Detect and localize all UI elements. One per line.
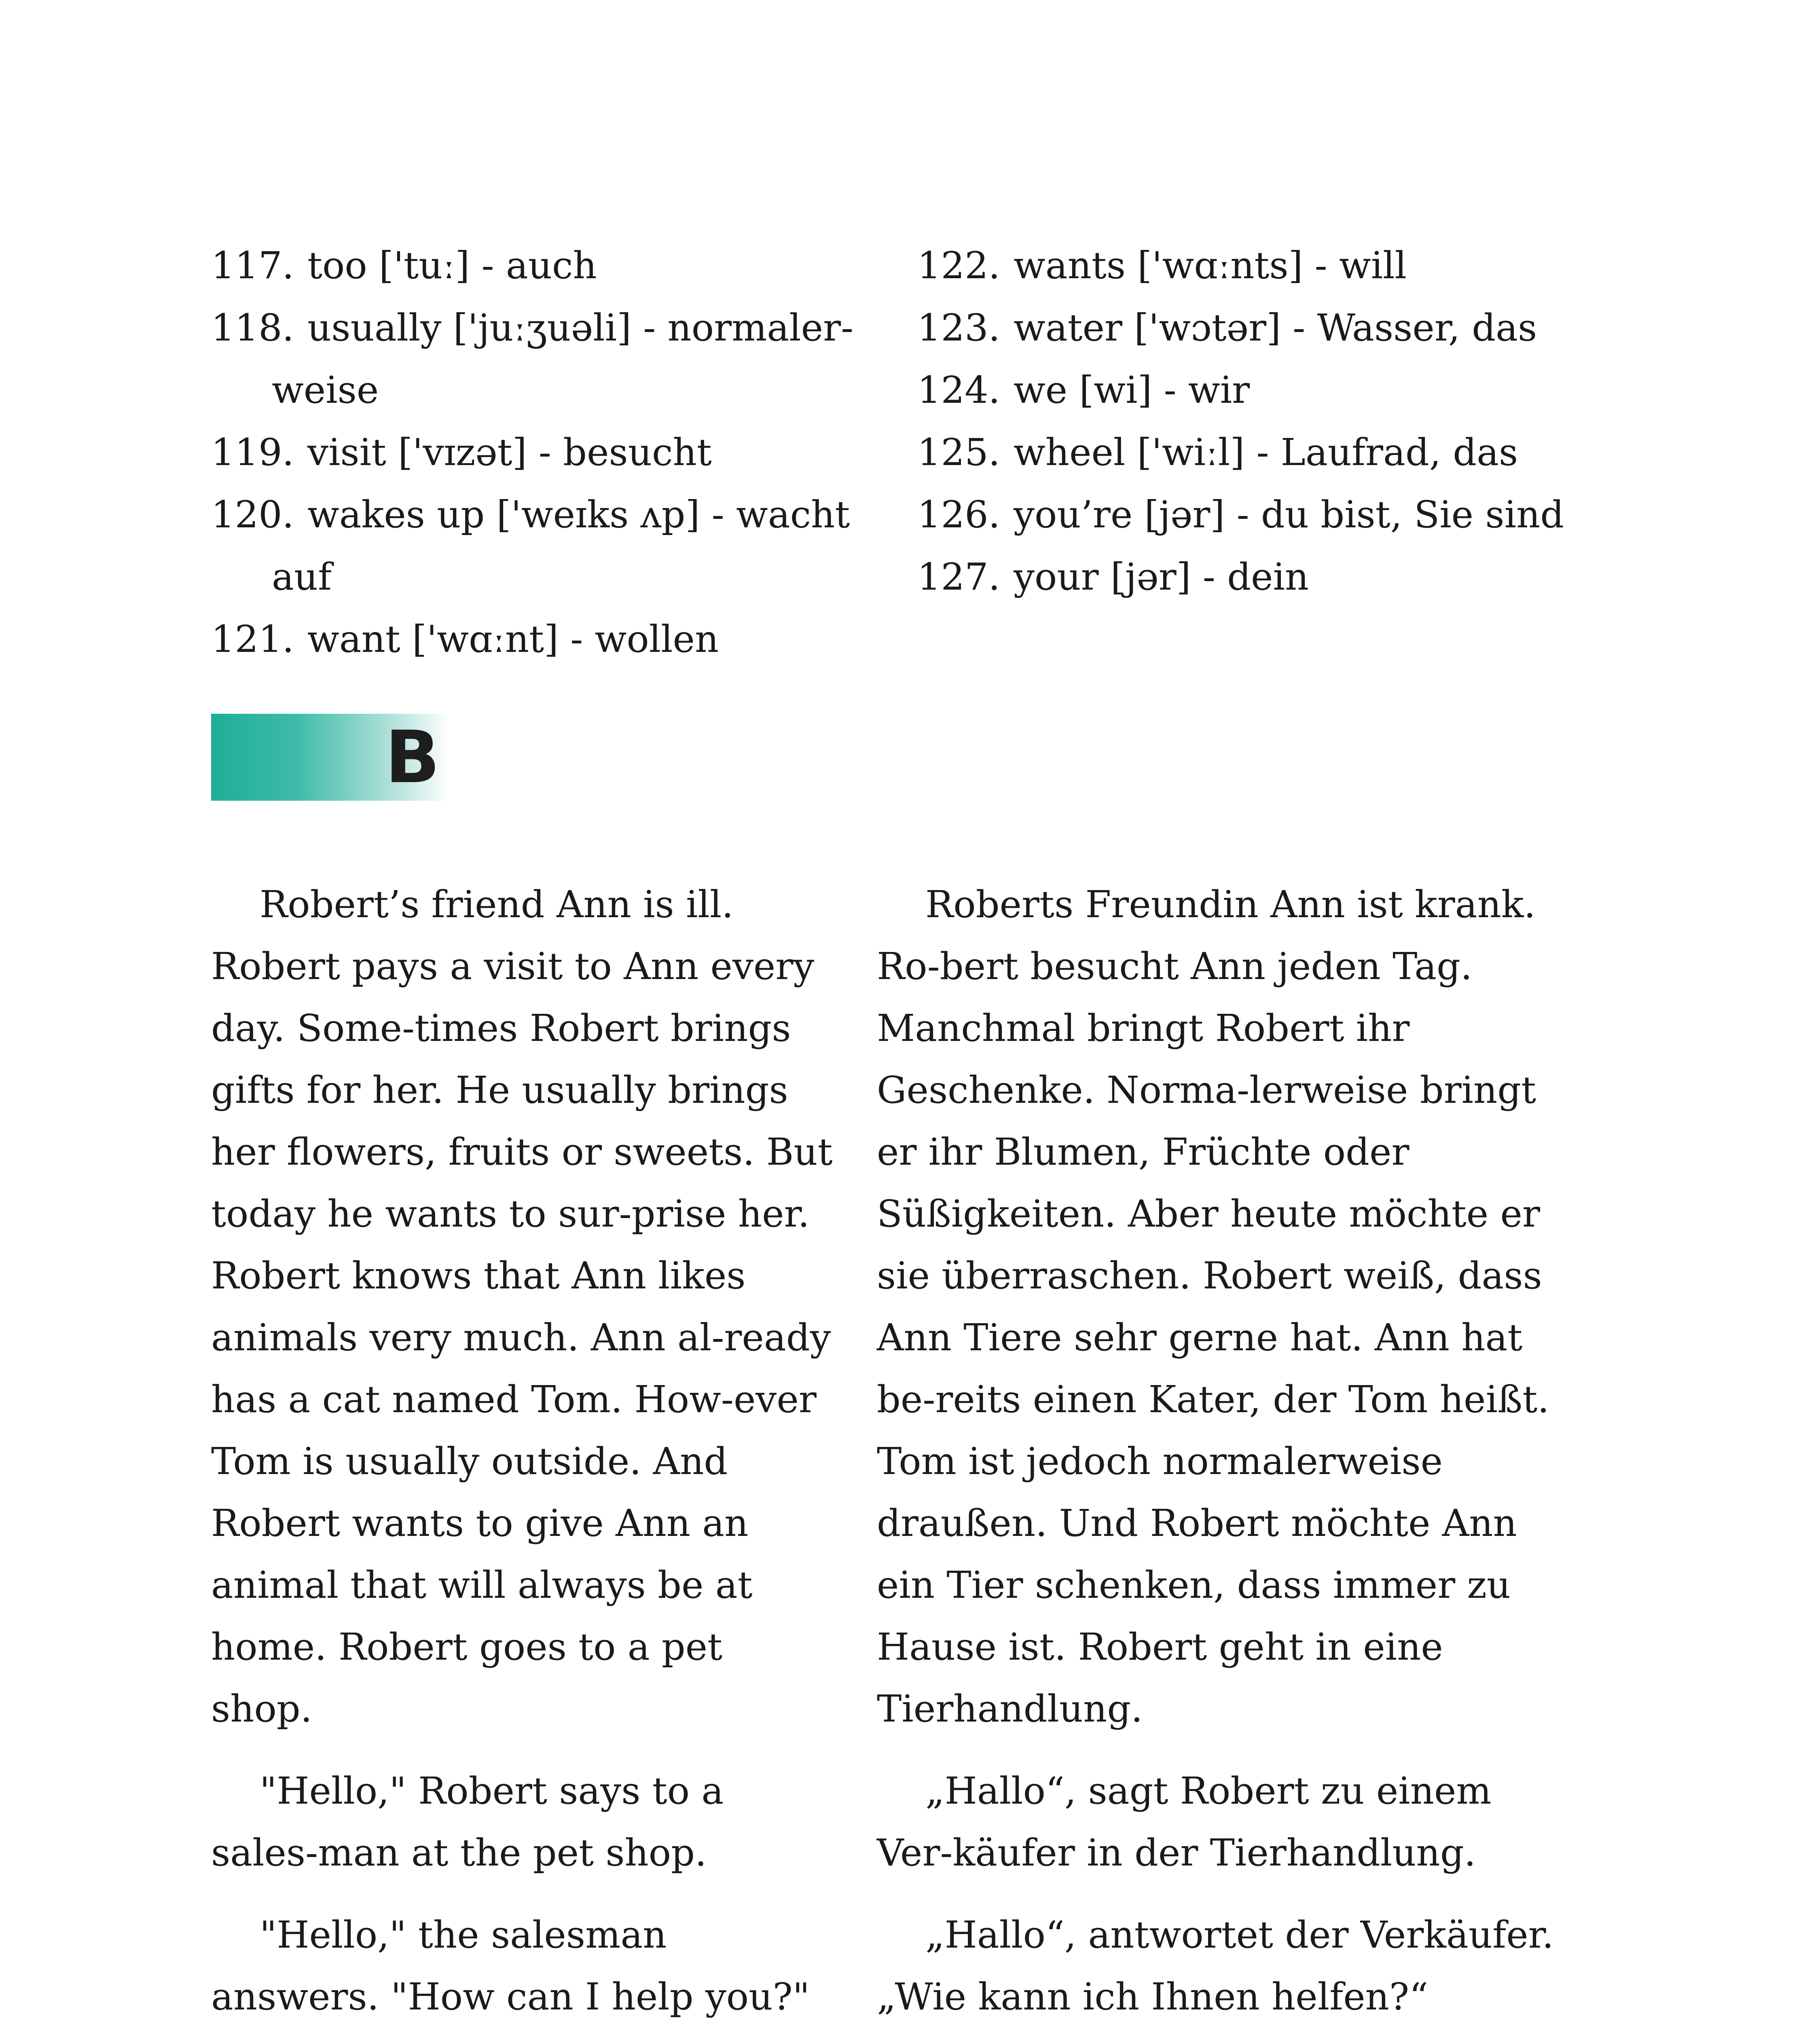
- vocab-number: 120.: [211, 493, 294, 536]
- vocab-number: 123.: [917, 306, 1000, 349]
- vocabulary-list-right: [917, 235, 1613, 608]
- vocab-number: 118.: [211, 306, 294, 349]
- story-text-german: [877, 874, 1560, 2022]
- story-text-english: [211, 874, 834, 2022]
- vocab-number: 119.: [211, 431, 294, 474]
- story-paragraph: Roberts Freundin Ann ist krank. Ro-bert besucht Ann jeden Tag. Manchmal bringt Robert ihr Geschenke. Norma-lerweise bringt er ihr Blumen, Früchte oder Süßigkeiten. Aber heute möchte er sie überraschen. Robert weiß, dass Ann Tiere sehr gerne hat. Ann hat be-reits einen Kater, der Tom heißt. Tom ist jedoch normalerweise draußen. Und Robert möchte Ann ein Tier schenken, dass immer zu Hause ist. Robert geht in eine Tierhandlung.: [877, 883, 1549, 1730]
- story-paragraph: „Hallo“, sagt Robert zu einem Ver-käufer in der Tierhandlung.: [877, 1769, 1492, 1874]
- vocab-number: 126.: [917, 493, 1000, 536]
- vocab-entry: wants ['wɑːnts] - will: [1014, 244, 1407, 287]
- vocab-entry: usually ['juːʒuəli] - normaler-weise: [272, 306, 854, 412]
- vocab-entry: your [jər] - dein: [1014, 555, 1309, 599]
- vocab-item-125: [917, 421, 1613, 484]
- vocab-item-124: [917, 359, 1613, 421]
- vocab-item-121: [211, 608, 907, 670]
- vocabulary-list-left: [211, 235, 907, 670]
- vocab-item-118: [211, 297, 907, 421]
- vocab-number: 122.: [917, 244, 1000, 287]
- vocab-item-122: [917, 235, 1613, 297]
- vocab-number: 127.: [917, 555, 1000, 599]
- vocab-item-123: [917, 297, 1613, 359]
- vocab-entry: want ['wɑːnt] - wollen: [307, 618, 719, 661]
- story-paragraph: Robert’s friend Ann is ill. Robert pays a visit to Ann every day. Some-times Robert brings gifts for her. He usually brings her flowers, fruits or sweets. But today he wants to sur-prise her. Robert knows that Ann likes animals very much. Ann al-ready has a cat named Tom. How-ever Tom is usually outside. And Robert wants to give Ann an animal that will always be at home. Robert goes to a pet shop.: [211, 883, 833, 1730]
- vocab-entry: wheel ['wiːl] - Laufrad, das: [1014, 431, 1518, 474]
- vocab-item-119: [211, 421, 907, 484]
- story-paragraph: "Hello," Robert says to a sales-man at the pet shop.: [211, 1769, 724, 1874]
- vocab-number: 121.: [211, 618, 294, 661]
- vocab-entry: wakes up ['weɪks ʌp] - wacht auf: [272, 493, 850, 599]
- story-paragraph: "Hello," the salesman answers. "How can I help you?": [211, 1913, 810, 2018]
- story-paragraph: „Hallo“, antwortet der Verkäufer. „Wie kann ich Ihnen helfen?“: [877, 1913, 1554, 2018]
- vocab-item-117: [211, 235, 907, 297]
- vocab-entry: you’re [jər] - du bist, Sie sind: [1014, 493, 1564, 536]
- vocab-entry: we [wi] - wir: [1014, 368, 1250, 412]
- vocab-item-120: [211, 484, 907, 608]
- vocab-item-126: [917, 484, 1613, 546]
- vocab-number: 124.: [917, 368, 1000, 412]
- vocab-entry: water ['wɔtər] - Wasser, das: [1014, 306, 1537, 349]
- vocab-number: 125.: [917, 431, 1000, 474]
- vocab-number: 117.: [211, 244, 294, 287]
- section-letter: B: [385, 715, 440, 799]
- section-header-banner: [211, 714, 450, 801]
- vocab-entry: too ['tuː] - auch: [307, 244, 597, 287]
- vocab-entry: visit ['vɪzət] - besucht: [307, 431, 712, 474]
- vocab-item-127: [917, 546, 1613, 608]
